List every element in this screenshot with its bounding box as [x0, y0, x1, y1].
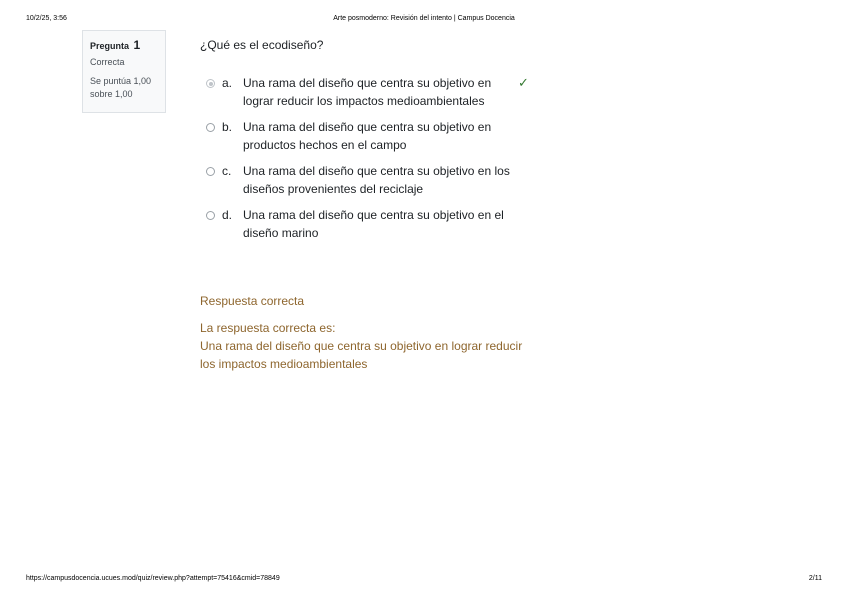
question-state: Correcta: [90, 57, 125, 67]
right-answer-label: La respuesta correcta es:: [200, 321, 336, 335]
answer-option-a: [200, 74, 540, 110]
answer-text: Una rama del diseño que centra su objetivo en lograr reducir los impactos medioambientales: [243, 76, 492, 108]
answer-letter: a.: [222, 76, 233, 90]
question-label: Pregunta: [90, 41, 130, 51]
answer-option-d: [200, 206, 540, 242]
answer-option-b: [200, 118, 540, 154]
question-number-value: 1: [133, 38, 141, 52]
print-footer: [26, 575, 822, 585]
answer-letter: d.: [222, 208, 233, 222]
answer-text: Una rama del diseño que centra su objetivo en los diseños provenientes del reciclaje: [243, 164, 510, 196]
print-url: https://campusdocencia.ucues.mod/quiz/review.php?attempt=75416&cmid=78849: [26, 575, 280, 582]
question-number: [90, 38, 158, 52]
answer-list: [200, 74, 540, 242]
radio-button-c[interactable]: [206, 167, 215, 176]
specific-feedback: Respuesta correcta: [200, 294, 305, 308]
right-answer-text: Una rama del diseño que centra su objetivo en lograr reducir los impactos medioambientales: [200, 339, 523, 371]
print-datetime: 10/2/25, 3:56: [26, 15, 67, 22]
feedback: [200, 294, 540, 373]
answer-option-c: [200, 162, 540, 198]
question-content: [200, 38, 540, 250]
check-icon: ✓: [518, 75, 529, 90]
radio-button-d[interactable]: [206, 211, 215, 220]
print-page-number: 2/11: [808, 575, 822, 582]
radio-button-a[interactable]: [206, 79, 215, 88]
answer-text: Una rama del diseño que centra su objetivo en el diseño marino: [243, 208, 504, 240]
answer-text: Una rama del diseño que centra su objetivo en productos hechos en el campo: [243, 120, 492, 152]
radio-button-b[interactable]: [206, 123, 215, 132]
right-answer: [200, 319, 540, 373]
answer-letter: b.: [222, 120, 233, 134]
print-header: [26, 15, 822, 25]
question-grade: Se puntúa 1,00 sobre 1,00: [90, 76, 152, 99]
answer-letter: c.: [222, 164, 232, 178]
question-info: [82, 30, 166, 113]
question-text: ¿Qué es el ecodiseño?: [200, 38, 324, 52]
print-page-title: Arte posmoderno: Revisión del intento | Campus Docencia: [333, 15, 515, 22]
